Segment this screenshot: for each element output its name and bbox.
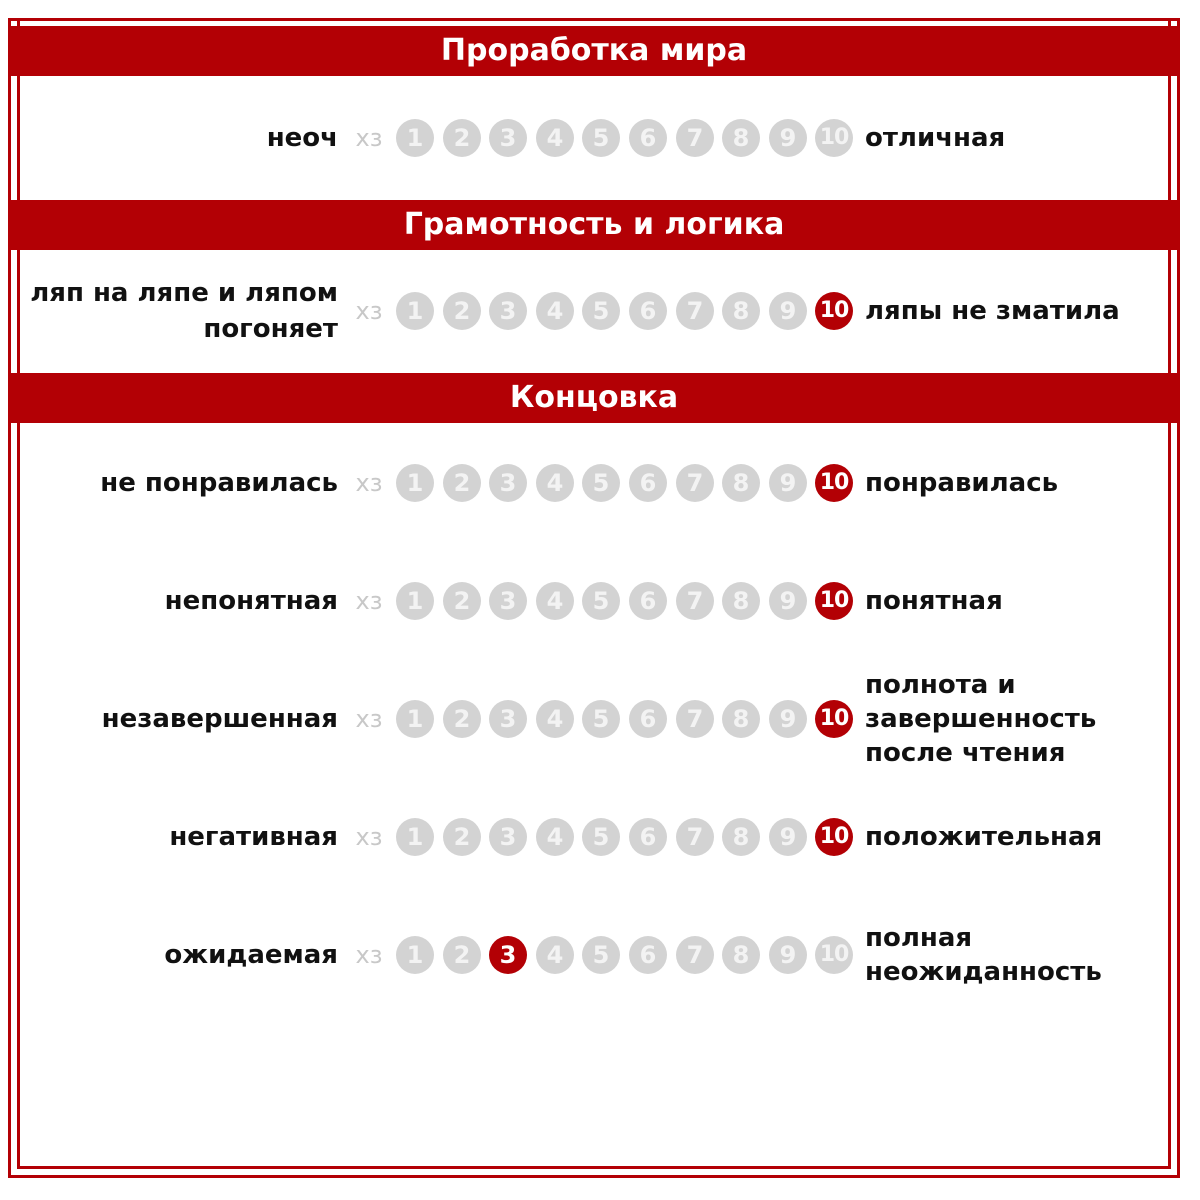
rating-option-8[interactable]: 8 (722, 582, 760, 620)
section-title: Концовка (8, 373, 1180, 423)
rating-option-6[interactable]: 6 (629, 582, 667, 620)
rating-option-4[interactable]: 4 (536, 119, 574, 157)
rating-option-2[interactable]: 2 (443, 464, 481, 502)
rating-option-3[interactable]: 3 (489, 700, 527, 738)
rating-option-8[interactable]: 8 (722, 464, 760, 502)
rating-option-7[interactable]: 7 (676, 700, 714, 738)
rating-option-8[interactable]: 8 (722, 936, 760, 974)
rating-option-7[interactable]: 7 (676, 582, 714, 620)
rating-option-3[interactable]: 3 (489, 582, 527, 620)
rating-option-5[interactable]: 5 (582, 700, 620, 738)
rating-option-9[interactable]: 9 (769, 936, 807, 974)
rating-option-1[interactable]: 1 (396, 464, 434, 502)
rating-option-2[interactable]: 2 (443, 700, 481, 738)
rating-option-6[interactable]: 6 (629, 464, 667, 502)
rating-max-label: полная неожиданность (865, 923, 1102, 987)
rating-option-5[interactable]: 5 (582, 582, 620, 620)
rating-min-label: непонятная (164, 586, 338, 616)
rating-option-10[interactable]: 10 (815, 582, 853, 620)
rating-option-9[interactable]: 9 (769, 119, 807, 157)
rating-option-2[interactable]: 2 (443, 292, 481, 330)
rating-option-8[interactable]: 8 (722, 700, 760, 738)
rating-option-10[interactable]: 10 (815, 464, 853, 502)
rating-max-label: понравилась (865, 468, 1059, 498)
rating-min-label: ожидаемая (164, 940, 338, 970)
rating-option-unknown[interactable]: хз (355, 705, 383, 733)
rating-option-7[interactable]: 7 (676, 292, 714, 330)
rating-min-label: ляп на ляпе и ляпом погоняет (30, 278, 338, 344)
rating-option-10[interactable]: 10 (815, 936, 853, 974)
rating-max-label: ляпы не зматила (865, 296, 1120, 326)
rating-option-5[interactable]: 5 (582, 464, 620, 502)
rating-option-2[interactable]: 2 (443, 582, 481, 620)
rating-option-9[interactable]: 9 (769, 582, 807, 620)
rating-option-9[interactable]: 9 (769, 700, 807, 738)
rating-option-4[interactable]: 4 (536, 936, 574, 974)
rating-option-4[interactable]: 4 (536, 818, 574, 856)
rating-option-10[interactable]: 10 (815, 700, 853, 738)
section-title: Грамотность и логика (8, 200, 1180, 250)
rating-option-8[interactable]: 8 (722, 292, 760, 330)
rating-option-3[interactable]: 3 (489, 464, 527, 502)
rating-row (0, 266, 1200, 356)
rating-option-1[interactable]: 1 (396, 936, 434, 974)
rating-option-unknown[interactable]: хз (355, 823, 383, 851)
rating-max-label: понятная (865, 586, 1003, 616)
rating-option-4[interactable]: 4 (536, 700, 574, 738)
rating-option-9[interactable]: 9 (769, 464, 807, 502)
rating-option-6[interactable]: 6 (629, 119, 667, 157)
rating-option-8[interactable]: 8 (722, 818, 760, 856)
rating-option-8[interactable]: 8 (722, 119, 760, 157)
rating-min-label: негативная (169, 822, 338, 852)
rating-max-label: положительная (865, 822, 1103, 852)
rating-option-unknown[interactable]: хз (355, 124, 383, 152)
rating-option-5[interactable]: 5 (582, 292, 620, 330)
rating-option-4[interactable]: 4 (536, 464, 574, 502)
rating-option-unknown[interactable]: хз (355, 297, 383, 325)
rating-option-2[interactable]: 2 (443, 936, 481, 974)
rating-option-7[interactable]: 7 (676, 119, 714, 157)
rating-min-label: не понравилась (100, 468, 338, 498)
rating-option-4[interactable]: 4 (536, 292, 574, 330)
rating-option-2[interactable]: 2 (443, 119, 481, 157)
rating-row (0, 438, 1200, 528)
section-title: Проработка мира (8, 26, 1180, 76)
rating-option-1[interactable]: 1 (396, 582, 434, 620)
rating-option-5[interactable]: 5 (582, 818, 620, 856)
rating-option-3[interactable]: 3 (489, 119, 527, 157)
rating-option-unknown[interactable]: хз (355, 587, 383, 615)
rating-option-1[interactable]: 1 (396, 700, 434, 738)
rating-option-unknown[interactable]: хз (355, 941, 383, 969)
rating-option-5[interactable]: 5 (582, 936, 620, 974)
rating-row (0, 792, 1200, 882)
rating-option-3[interactable]: 3 (489, 936, 527, 974)
rating-option-10[interactable]: 10 (815, 292, 853, 330)
rating-option-7[interactable]: 7 (676, 464, 714, 502)
rating-option-6[interactable]: 6 (629, 700, 667, 738)
rating-option-2[interactable]: 2 (443, 818, 481, 856)
rating-option-6[interactable]: 6 (629, 818, 667, 856)
rating-row (0, 93, 1200, 183)
rating-option-1[interactable]: 1 (396, 818, 434, 856)
rating-row (0, 556, 1200, 646)
rating-option-7[interactable]: 7 (676, 936, 714, 974)
rating-option-9[interactable]: 9 (769, 292, 807, 330)
rating-option-6[interactable]: 6 (629, 292, 667, 330)
rating-option-1[interactable]: 1 (396, 292, 434, 330)
rating-option-6[interactable]: 6 (629, 936, 667, 974)
rating-option-10[interactable]: 10 (815, 818, 853, 856)
rating-max-label: полнота и завершенность после чтения (865, 670, 1097, 768)
rating-option-unknown[interactable]: хз (355, 469, 383, 497)
rating-row (0, 670, 1200, 768)
rating-option-10[interactable]: 10 (815, 119, 853, 157)
rating-option-7[interactable]: 7 (676, 818, 714, 856)
rating-option-5[interactable]: 5 (582, 119, 620, 157)
rating-option-3[interactable]: 3 (489, 818, 527, 856)
rating-min-label: неоч (266, 123, 338, 153)
rating-min-label: незавершенная (101, 704, 338, 734)
rating-option-3[interactable]: 3 (489, 292, 527, 330)
rating-option-1[interactable]: 1 (396, 119, 434, 157)
rating-max-label: отличная (865, 123, 1006, 153)
rating-option-9[interactable]: 9 (769, 818, 807, 856)
rating-row (0, 910, 1200, 1000)
rating-option-4[interactable]: 4 (536, 582, 574, 620)
